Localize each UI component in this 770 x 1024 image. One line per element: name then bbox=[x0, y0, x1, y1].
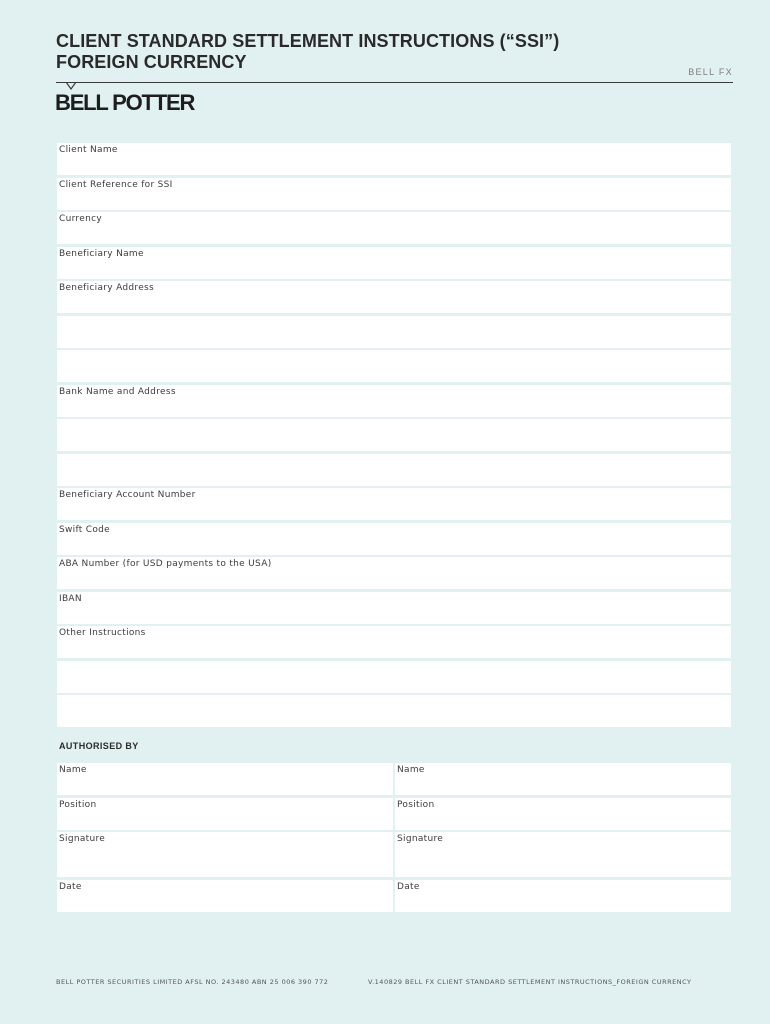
auth-row-position bbox=[57, 798, 731, 830]
date-field-2[interactable] bbox=[395, 880, 731, 912]
bank-address-line-2[interactable] bbox=[57, 419, 731, 451]
swift-code-field[interactable] bbox=[57, 523, 731, 555]
field-label: Client Name bbox=[59, 145, 118, 155]
auth-row-date bbox=[57, 880, 731, 912]
beneficiary-address-line-3[interactable] bbox=[57, 350, 731, 382]
date-field-1[interactable] bbox=[57, 880, 393, 912]
other-instructions-line-2[interactable] bbox=[57, 661, 731, 693]
position-field-2[interactable] bbox=[395, 798, 731, 830]
field-label: Beneficiary Address bbox=[59, 283, 155, 293]
other-instructions-field[interactable] bbox=[57, 626, 731, 658]
signature-field-2[interactable] bbox=[395, 832, 731, 877]
beneficiary-account-number-field[interactable] bbox=[57, 488, 731, 520]
field-label: Name bbox=[397, 765, 425, 775]
authorised-by-table bbox=[57, 763, 731, 914]
authorised-by-heading: AUTHORISED BY bbox=[59, 741, 139, 751]
client-reference-field[interactable] bbox=[57, 178, 731, 210]
currency-field[interactable] bbox=[57, 212, 731, 244]
header-divider bbox=[56, 82, 733, 83]
field-label: Client Reference for SSI bbox=[59, 179, 173, 190]
iban-field[interactable] bbox=[57, 592, 731, 624]
name-field-1[interactable] bbox=[57, 763, 393, 795]
field-label: Beneficiary Account Number bbox=[59, 490, 196, 500]
title-line-1: CLIENT STANDARD SETTLEMENT INSTRUCTIONS (“SSI”) bbox=[56, 31, 560, 51]
other-instructions-line-3[interactable] bbox=[57, 695, 731, 727]
divider-notch bbox=[66, 82, 80, 90]
beneficiary-address-field[interactable] bbox=[57, 281, 731, 313]
bank-name-address-field[interactable] bbox=[57, 385, 731, 417]
ssi-form bbox=[57, 143, 731, 730]
title-line-2: FOREIGN CURRENCY bbox=[56, 52, 247, 72]
bank-address-line-3[interactable] bbox=[57, 454, 731, 486]
auth-row-signature bbox=[57, 832, 731, 877]
beneficiary-name-field[interactable] bbox=[57, 247, 731, 279]
field-label: ABA Number (for USD payments to the USA) bbox=[59, 559, 272, 569]
document-title bbox=[56, 31, 559, 73]
field-label: Position bbox=[397, 799, 435, 810]
client-name-field[interactable] bbox=[57, 143, 731, 175]
name-field-2[interactable] bbox=[395, 763, 731, 795]
aba-number-field[interactable] bbox=[57, 557, 731, 589]
position-field-1[interactable] bbox=[57, 798, 393, 830]
field-label: Beneficiary Name bbox=[59, 248, 144, 259]
field-label: Date bbox=[397, 881, 420, 892]
field-label: Signature bbox=[59, 834, 106, 844]
bell-potter-logo: BELL POTTER bbox=[55, 90, 195, 115]
field-label: Swift Code bbox=[59, 524, 111, 535]
beneficiary-address-line-2[interactable] bbox=[57, 316, 731, 348]
footer-version-info: V.140829 BELL FX CLIENT STANDARD SETTLEMENT INSTRUCTIONS_FOREIGN CURRENCY bbox=[368, 978, 692, 986]
field-label: Name bbox=[59, 765, 87, 775]
field-label: Position bbox=[59, 799, 97, 810]
field-label: Signature bbox=[397, 834, 444, 844]
signature-field-1[interactable] bbox=[57, 832, 393, 877]
division-label: BELL FX bbox=[688, 67, 733, 77]
field-label: IBAN bbox=[59, 593, 82, 604]
field-label: Bank Name and Address bbox=[59, 386, 176, 397]
field-label: Other Instructions bbox=[59, 628, 146, 638]
footer-company-info: BELL POTTER SECURITIES LIMITED AFSL NO. 243480 ABN 25 006 390 772 bbox=[56, 978, 329, 986]
field-label: Date bbox=[59, 881, 82, 892]
auth-row-name bbox=[57, 763, 731, 795]
field-label: Currency bbox=[59, 214, 102, 224]
